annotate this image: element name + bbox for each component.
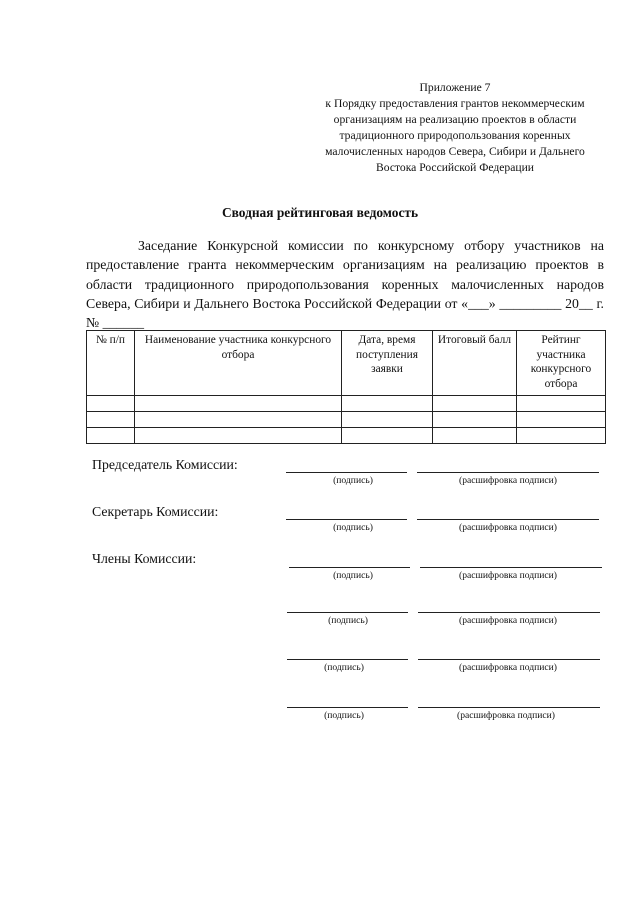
column-header-date: Дата, время поступления заявки xyxy=(342,331,433,396)
appendix-line: традиционного природопользования коренных xyxy=(339,129,571,142)
member-3-decoding-line[interactable] xyxy=(418,659,600,660)
members-label: Члены Комиссии: xyxy=(92,551,197,566)
decoding-caption: (расшифровка подписи) xyxy=(459,615,557,626)
secretary-signature-line[interactable] xyxy=(286,519,407,520)
rating-table xyxy=(86,330,606,444)
table-cell[interactable] xyxy=(135,412,342,428)
appendix-header xyxy=(296,80,614,176)
column-header-number: № п/п xyxy=(87,331,135,396)
signature-caption: (подпись) xyxy=(324,662,364,673)
appendix-line: малочисленных народов Севера, Сибири и Дальнего xyxy=(325,145,585,158)
table-cell[interactable] xyxy=(342,428,433,444)
member-4-decoding-line[interactable] xyxy=(418,707,600,708)
table-cell[interactable] xyxy=(433,396,517,412)
member-1-decoding-line[interactable] xyxy=(420,567,602,568)
secretary-label: Секретарь Комиссии: xyxy=(92,504,219,519)
document-title: Сводная рейтинговая ведомость xyxy=(221,205,419,220)
table-row xyxy=(87,412,606,428)
table-cell[interactable] xyxy=(87,412,135,428)
appendix-line: Востока Российской Федерации xyxy=(376,161,534,174)
table-header-row xyxy=(87,331,606,396)
signature-caption: (подпись) xyxy=(333,475,373,486)
table-cell[interactable] xyxy=(135,396,342,412)
table-cell[interactable] xyxy=(342,396,433,412)
decoding-caption: (расшифровка подписи) xyxy=(459,662,557,673)
member-1-signature-line[interactable] xyxy=(289,567,410,568)
table-cell[interactable] xyxy=(517,428,606,444)
table-cell[interactable] xyxy=(87,396,135,412)
decoding-caption: (расшифровка подписи) xyxy=(459,570,557,581)
table-cell[interactable] xyxy=(135,428,342,444)
table-row xyxy=(87,396,606,412)
secretary-decoding-line[interactable] xyxy=(417,519,599,520)
table-cell[interactable] xyxy=(433,428,517,444)
signature-caption: (подпись) xyxy=(328,615,368,626)
appendix-line: организациям на реализацию проектов в области xyxy=(333,113,577,126)
column-header-rating: Рейтинг участника конкурсного отбора xyxy=(517,331,606,396)
signature-caption: (подпись) xyxy=(333,570,373,581)
decoding-caption: (расшифровка подписи) xyxy=(459,522,557,533)
chairman-label: Председатель Комиссии: xyxy=(92,457,238,472)
decoding-caption: (расшифровка подписи) xyxy=(459,475,557,486)
table-cell[interactable] xyxy=(87,428,135,444)
column-header-score: Итоговый балл xyxy=(433,331,517,396)
decoding-caption: (расшифровка подписи) xyxy=(457,710,555,721)
member-4-signature-line[interactable] xyxy=(287,707,408,708)
chairman-signature-line[interactable] xyxy=(286,472,407,473)
chairman-decoding-line[interactable] xyxy=(417,472,599,473)
member-3-signature-line[interactable] xyxy=(287,659,408,660)
column-header-participant: Наименование участника конкурсного отбора xyxy=(135,331,342,396)
table-cell[interactable] xyxy=(517,396,606,412)
table-row xyxy=(87,428,606,444)
member-2-signature-line[interactable] xyxy=(287,612,408,613)
signature-caption: (подпись) xyxy=(324,710,364,721)
table-cell[interactable] xyxy=(517,412,606,428)
member-2-decoding-line[interactable] xyxy=(418,612,600,613)
signature-caption: (подпись) xyxy=(333,522,373,533)
table-cell[interactable] xyxy=(433,412,517,428)
appendix-line: к Порядку предоставления грантов некоммерческим xyxy=(325,97,585,110)
table-cell[interactable] xyxy=(342,412,433,428)
appendix-line: Приложение 7 xyxy=(419,81,491,94)
meeting-paragraph: Заседание Конкурсной комиссии по конкурсному отбору участников на предоставление гранта некоммерческим организациям на реализацию проектов в области традиционного природопользования коренных малочисленных народов Севера, Сибири и Дальнего Востока Российской Федерации от «___» _________ 20__ г. № ______ xyxy=(86,238,604,331)
